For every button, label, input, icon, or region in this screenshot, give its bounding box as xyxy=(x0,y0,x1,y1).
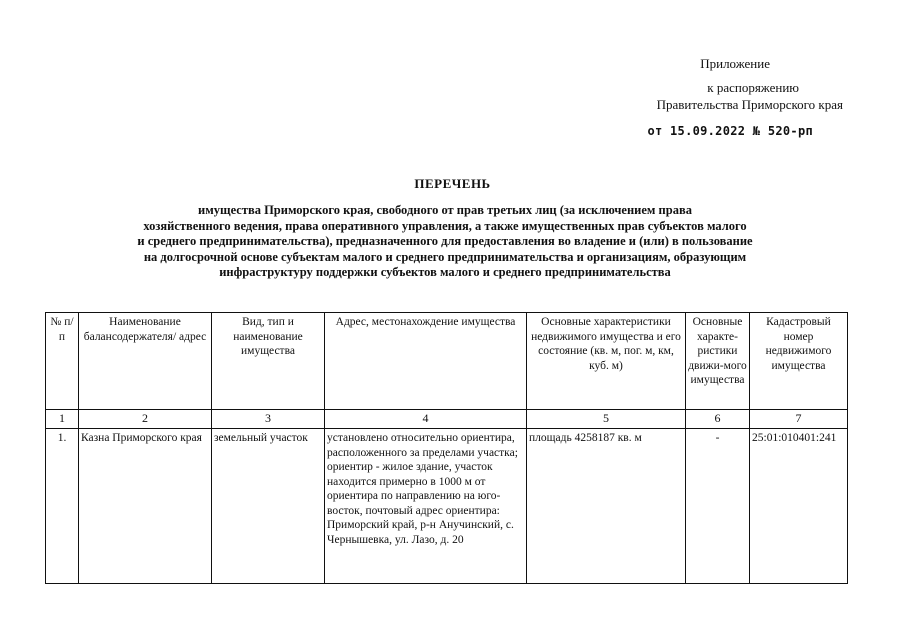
movable-cell: - xyxy=(686,429,750,584)
column-number: 5 xyxy=(527,410,686,429)
document-title: ПЕРЕЧЕНЬ xyxy=(414,176,491,191)
column-number: 1 xyxy=(46,410,79,429)
column-number: 2 xyxy=(79,410,212,429)
address-cell: установлено относительно ориентира, расположенного за пределами участка; ориентир - жилое здание, участок находится примерно в 1000 м от ориентира по направлению на юго-восток, почтовый адрес ориентира: Приморский край, р-н Анучинский, с. Чернышевка, ул. Лазо, д. 20 xyxy=(325,429,527,584)
subtitle-line: на долгосрочной основе субъектам малого и среднего предпринимательства и организациям, образующим xyxy=(143,249,747,264)
column-number: 7 xyxy=(750,410,848,429)
column-header-movable: Основные характе-ристики движи-мого имущества xyxy=(686,313,750,410)
column-number: 3 xyxy=(212,410,325,429)
subtitle-line: хозяйственного ведения, права оперативного управления, а также имущественных прав субъектов малого xyxy=(143,218,747,233)
column-header-number: № п/п xyxy=(46,313,79,410)
column-header-holder: Наименование балансодержателя/ адрес xyxy=(79,313,212,410)
cadastral-cell: 25:01:010401:241 xyxy=(750,429,848,584)
property-registry-table xyxy=(45,312,848,584)
table-header-row xyxy=(46,313,848,410)
order-number-stamp: от 15.09.2022 № 520-рп xyxy=(647,124,813,138)
table-row xyxy=(46,429,848,584)
document-subtitle xyxy=(60,203,830,281)
subtitle-line: имущества Приморского края, свободного от прав третьих лиц (за исключением права xyxy=(198,203,692,217)
column-header-address: Адрес, местонахождение имущества xyxy=(325,313,527,410)
row-number-cell: 1. xyxy=(46,429,79,584)
appendix-label: Приложение xyxy=(700,56,770,71)
column-header-type: Вид, тип и наименование имущества xyxy=(212,313,325,410)
column-numbers-row xyxy=(46,410,848,429)
to-order-label: к распоряжению xyxy=(707,80,799,95)
subtitle-line: инфраструктуру поддержки субъектов малого и среднего предпринимательства xyxy=(219,265,671,279)
column-number: 6 xyxy=(686,410,750,429)
real-estate-cell: площадь 4258187 кв. м xyxy=(527,429,686,584)
holder-cell: Казна Приморского края xyxy=(79,429,212,584)
column-number: 4 xyxy=(325,410,527,429)
subtitle-line: и среднего предпринимательства), предназначенного для предоставления во владение и (или) в пользование xyxy=(137,234,753,248)
column-header-cadastral: Кадастровый номер недвижимого имущества xyxy=(750,313,848,410)
government-label: Правительства Приморского края xyxy=(656,97,843,112)
type-cell: земельный участок xyxy=(212,429,325,584)
column-header-real-estate: Основные характеристики недвижимого имущества и его состояние (кв. м, пог. м, км, куб. м) xyxy=(527,313,686,410)
